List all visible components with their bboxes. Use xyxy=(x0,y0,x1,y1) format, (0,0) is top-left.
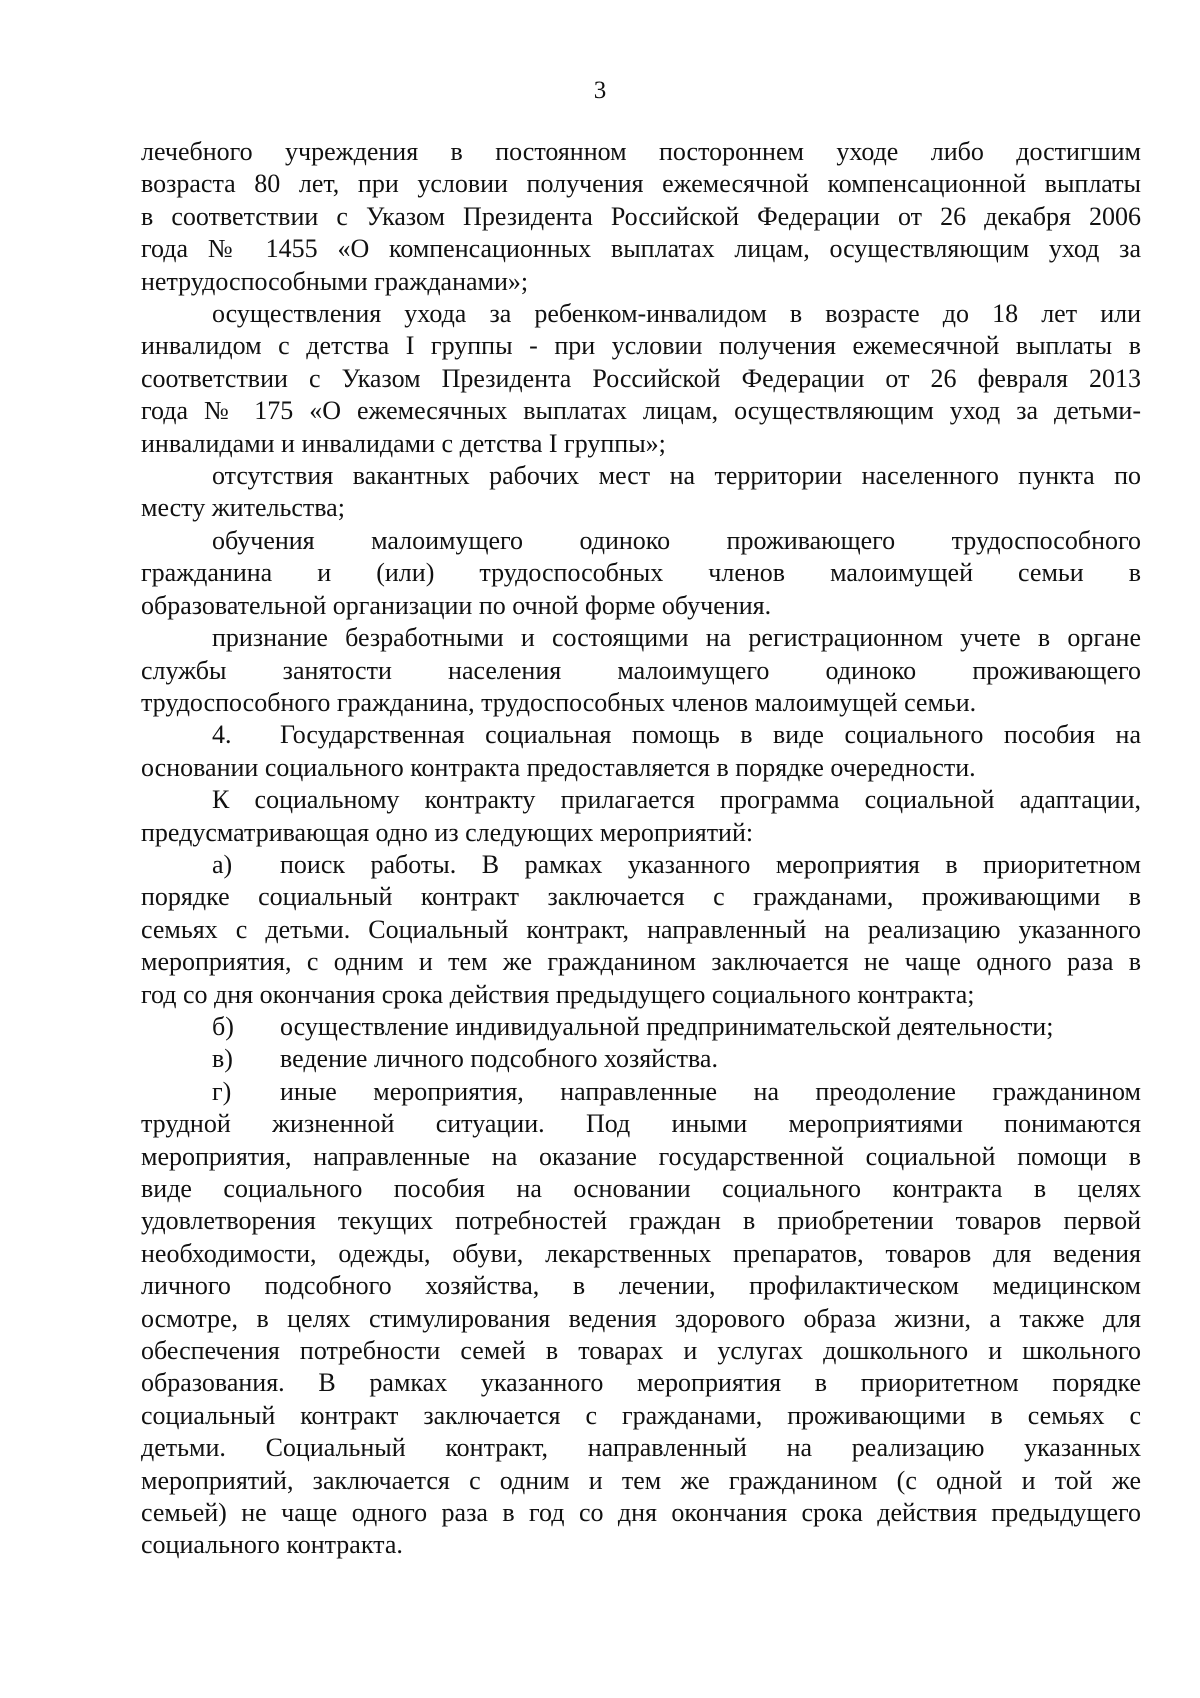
text-line: виде социального пособия на основании социального контракта в целях xyxy=(141,1174,1141,1203)
text-line: социальный контракт заключается с гражданами, проживающими в семьях с xyxy=(141,1400,1141,1430)
text-line: месту жительства; xyxy=(141,493,345,523)
text-line xyxy=(141,849,1141,881)
text-line: в соответствии с Указом Президента Российской Федерации от 26 декабря 2006 xyxy=(141,201,1141,231)
list-item-paragraph xyxy=(141,849,1141,1011)
text-line-content: Государственная социальная помощь в виде социального пособия на xyxy=(280,720,1141,750)
text-line: службы занятости населения малоимущего одиноко проживающего xyxy=(141,655,1141,685)
text-line: детьми. Социальный контракт, направленный на реализацию указанных xyxy=(141,1433,1141,1463)
text-line: соответствии с Указом Президента Российской Федерации от 26 февраля 2013 xyxy=(141,363,1141,393)
text-line: обеспечения потребности семей в товарах и услугах дошкольного и школьного xyxy=(141,1336,1141,1366)
text-line: семьей) не чаще одного раза в год со дня окончания срока действия предыдущего xyxy=(141,1498,1141,1528)
text-line: основании социального контракта предоставляется в порядке очередности. xyxy=(141,752,976,782)
text-line: личного подсобного хозяйства, в лечении, профилактическом медицинском xyxy=(141,1271,1141,1301)
text-line: инвалидами и инвалидами с детства I группы»; xyxy=(141,428,666,458)
text-line-content: иные мероприятия, направленные на преодоление гражданином xyxy=(280,1076,1141,1106)
list-marker: а) xyxy=(212,849,233,879)
text-line: необходимости, одежды, обуви, лекарственных препаратов, товаров для ведения xyxy=(141,1238,1141,1268)
document-body xyxy=(141,136,1141,1562)
text-line: гражданина и (или) трудоспособных членов малоимущей семьи в xyxy=(141,558,1141,588)
text-line: года № 1455 «О компенсационных выплатах лицам, осуществляющим уход за xyxy=(141,234,1141,264)
list-marker: б) xyxy=(212,1011,234,1041)
text-line: образования. В рамках указанного мероприятия в приоритетном порядке xyxy=(141,1368,1141,1398)
text-line: трудоспособного гражданина, трудоспособных членов малоимущей семьи. xyxy=(141,687,977,717)
text-line xyxy=(141,1011,1141,1043)
text-line: нетрудоспособными гражданами»; xyxy=(141,266,529,296)
list-item-paragraph xyxy=(141,719,1141,784)
paragraph xyxy=(141,622,1141,719)
text-line xyxy=(141,1076,1141,1108)
text-line: осмотре, в целях стимулирования ведения здорового образа жизни, а также для xyxy=(141,1303,1141,1333)
text-line: мероприятий, заключается с одним и тем же гражданином (с одной и той же xyxy=(141,1465,1141,1495)
text-line: предусматривающая одно из следующих мероприятий: xyxy=(141,817,754,847)
text-line: лечебного учреждения в постоянном постороннем уходе либо достигшим xyxy=(141,137,1141,166)
text-line: мероприятия, с одним и тем же гражданином заключается не чаще одного раза в xyxy=(141,947,1141,977)
list-marker: г) xyxy=(212,1076,232,1106)
text-line: инвалидом с детства I группы - при условии получения ежемесячной выплаты в xyxy=(141,331,1141,361)
paragraph xyxy=(141,136,1141,298)
page-number: 3 xyxy=(593,77,607,104)
list-item-paragraph xyxy=(141,1011,1141,1043)
text-line xyxy=(141,1043,1141,1075)
text-line: признание безработными и состоящими на регистрационном учете в органе xyxy=(212,623,1141,653)
list-marker: в) xyxy=(212,1044,233,1074)
text-line: образовательной организации по очной форме обучения. xyxy=(141,590,772,620)
paragraph xyxy=(141,784,1141,849)
list-item-paragraph xyxy=(141,1043,1141,1075)
text-line: порядке социальный контракт заключается с гражданами, проживающими в xyxy=(141,882,1141,912)
paragraph xyxy=(141,298,1141,460)
text-line: года № 175 «О ежемесячных выплатах лицам, осуществляющим уход за детьми- xyxy=(141,396,1141,426)
text-line: отсутствия вакантных рабочих мест на территории населенного пункта по xyxy=(212,461,1141,491)
text-line xyxy=(141,719,1141,751)
text-line: год со дня окончания срока действия предыдущего социального контракта; xyxy=(141,979,975,1009)
list-marker: 4. xyxy=(212,720,232,750)
text-line: социального контракта. xyxy=(141,1530,403,1560)
paragraph xyxy=(141,525,1141,622)
text-line: осуществления ухода за ребенком-инвалидом в возрасте до 18 лет или xyxy=(212,299,1141,329)
text-line: семьях с детьми. Социальный контракт, направленный на реализацию указанного xyxy=(141,914,1141,944)
text-line: мероприятия, направленные на оказание государственной социальной помощи в xyxy=(141,1141,1141,1171)
text-line-content: осуществление индивидуальной предпринимательской деятельности; xyxy=(280,1011,1054,1041)
paragraph xyxy=(141,460,1141,525)
text-line: К социальному контракту прилагается программа социальной адаптации, xyxy=(212,785,1141,815)
text-line-content: поиск работы. В рамках указанного мероприятия в приоритетном xyxy=(280,849,1141,879)
text-line: обучения малоимущего одиноко проживающего трудоспособного xyxy=(212,525,1141,555)
text-line: возраста 80 лет, при условии получения ежемесячной компенсационной выплаты xyxy=(141,169,1141,199)
text-line: удовлетворения текущих потребностей граждан в приобретении товаров первой xyxy=(141,1206,1141,1236)
text-line: трудной жизненной ситуации. Под иными мероприятиями понимаются xyxy=(141,1109,1141,1139)
list-item-paragraph xyxy=(141,1076,1141,1562)
text-line-content: ведение личного подсобного хозяйства. xyxy=(280,1044,718,1074)
